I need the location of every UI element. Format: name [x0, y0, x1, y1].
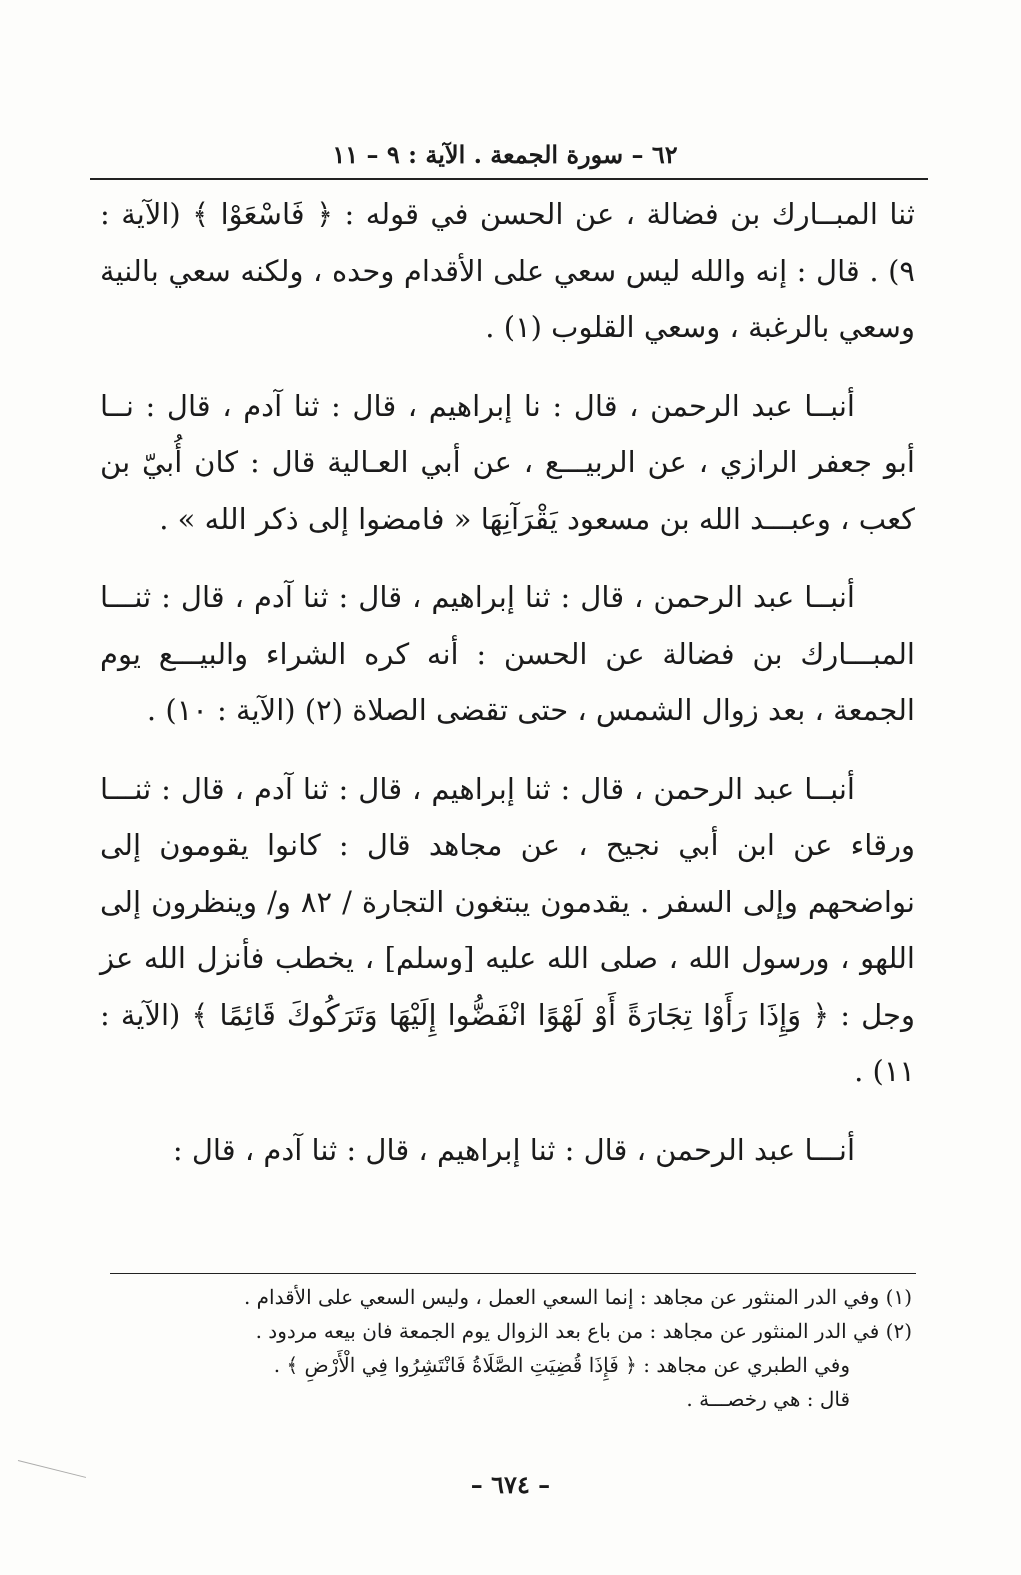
- footnote-1: (١) وفي الدر المنثور عن مجاهد : إنما السعي العمل ، وليس السعي على الأقدام .: [243, 1285, 912, 1309]
- footnotes: [100, 1280, 912, 1416]
- running-header: ٦٢ – سورة الجمعة . الآية : ٩ – ١١: [332, 140, 678, 169]
- footnote-rule: [110, 1273, 916, 1274]
- page-number: – ٦٧٤ –: [470, 1470, 551, 1499]
- paragraph-3: أنبــا عبد الرحمن ، قال : ثنا إبراهيم ، قال : ثنا آدم ، قال : ثنـــا المبـــارك بن فضالة عن الحسن : أنه كره الشراء والبيـــع يوم الجمعة ، بعد زوال الشمس ، حتى تقضى الصلاة (٢) (الآية : ١٠) .: [100, 580, 915, 727]
- footnote-2-end: قال : هي رخصـــة .: [686, 1387, 850, 1411]
- paragraph-4: أنبــا عبد الرحمن ، قال : ثنا إبراهيم ، قال : ثنا آدم ، قال : ثنـــا ورقاء عن ابن أبي نجيح ، عن مجاهد قال : كانوا يقومون إلى نواضحهم وإلى السفر . يقدمون يبتغون التجارة / ٨٢ و/ وينظرون إلى اللهو ، ورسول الله ، صلى الله عليه [وسلم] ، يخطب فأنزل الله عز وجل : ﴿ وَإِذَا رَأَوْا تِجَارَةً أَوْ لَهْوًا انْفَضُّوا إِلَيْهَا وَتَرَكُوكَ قَائِمًا ﴾ (الآية : ١١) .: [100, 771, 916, 1088]
- paragraph-2: أنبــا عبد الرحمن ، قال : نا إبراهيم ، قال : ثنا آدم ، قال : نــا أبو جعفر الرازي ، عن الربيـــع ، عن أبي العـالية قال : كان أُبيّ بن كعب ، وعبـــد الله بن مسعود يَقْرَآنِهَا « فامضوا إلى ذكر الله » .: [100, 388, 915, 536]
- main-text: [100, 186, 915, 1200]
- paragraph-1: ثنا المبــارك بن فضالة ، عن الحسن في قوله : ﴿ فَاسْعَوْا ﴾ (الآية : ٩) . قال : إنه والله ليس سعي على الأقدام وحده ، ولكنه سعي بالنية وسعي بالرغبة ، وسعي القلوب (١) .: [100, 197, 915, 344]
- paragraph-5: أنـــا عبد الرحمن ، قال : ثنا إبراهيم ، قال : ثنا آدم ، قال :: [172, 1132, 855, 1167]
- footnote-2-continued: وفي الطبري عن مجاهد : ﴿ فَإِذَا قُضِيَتِ الصَّلَاةُ فَانْتَشِرُوا فِي الْأَرْضِ ﴾ .: [273, 1353, 850, 1377]
- footnote-2: (٢) في الدر المنثور عن مجاهد : من باع بعد الزوال يوم الجمعة فان بيعه مردود .: [255, 1319, 912, 1343]
- header-rule: [90, 178, 928, 180]
